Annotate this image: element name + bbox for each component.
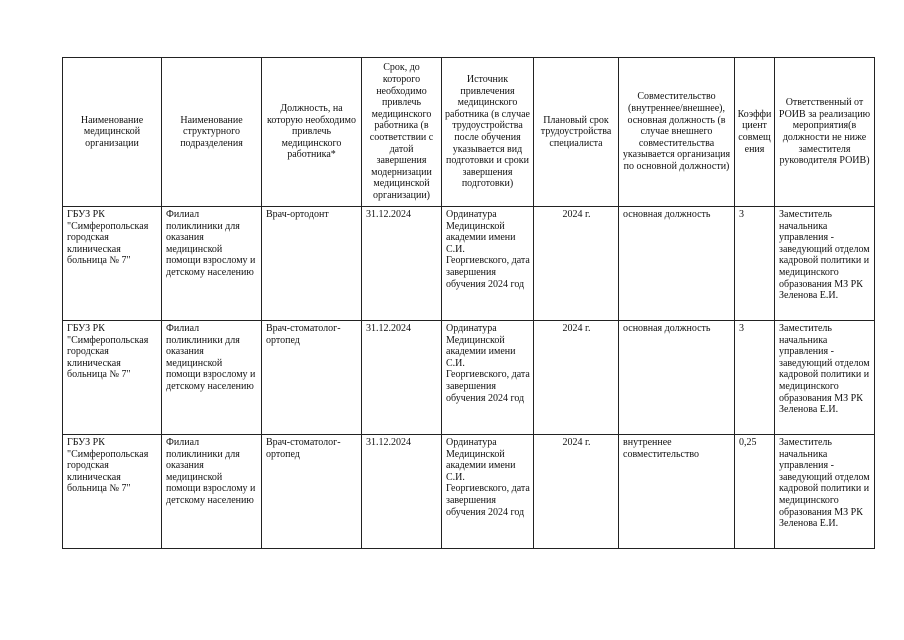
cell-planned-term: 2024 г.	[534, 321, 619, 435]
cell-responsible: Заместитель начальника управления - заведующий отделом кадровой политики и медицинского образования МЗ РК Зеленова Е.И.	[775, 321, 875, 435]
cell-planned-term: 2024 г.	[534, 207, 619, 321]
cell-responsible: Заместитель начальника управления - заведующий отделом кадровой политики и медицинского образования МЗ РК Зеленова Е.И.	[775, 435, 875, 549]
cell-organization: ГБУЗ РК "Симферопольская городская клиническая больница № 7"	[63, 207, 162, 321]
header-department: Наименование структурного подразделения	[162, 58, 262, 207]
cell-deadline: 31.12.2024	[362, 321, 442, 435]
header-coefficient: Коэффициент совмещения	[735, 58, 775, 207]
cell-organization: ГБУЗ РК "Симферопольская городская клиническая больница № 7"	[63, 435, 162, 549]
table-header-row	[63, 58, 875, 207]
cell-department: Филиал поликлиники для оказания медицинской помощи взрослому и детскому населению	[162, 207, 262, 321]
header-deadline: Срок, до которого необходимо привлечь медицинского работника (в соответствии с датой завершения модернизации медицинской организации)	[362, 58, 442, 207]
document-page	[62, 57, 874, 549]
cell-position: Врач-стоматолог-ортопед	[262, 435, 362, 549]
cell-source: Ординатура Медицинской академии имени С.И. Георгиевского, дата завершения обучения 2024 год	[442, 321, 534, 435]
cell-deadline: 31.12.2024	[362, 435, 442, 549]
staffing-plan-table	[62, 57, 875, 549]
header-combination: Совместительство (внутреннее/внешнее), основная должность (в случае внешнего совместительства указывается организация по основной должности)	[619, 58, 735, 207]
cell-combination: внутреннее совместительство	[619, 435, 735, 549]
cell-department: Филиал поликлиники для оказания медицинской помощи взрослому и детскому населению	[162, 321, 262, 435]
header-position: Должность, на которую необходимо привлечь медицинского работника*	[262, 58, 362, 207]
cell-coefficient: 3	[735, 321, 775, 435]
cell-planned-term: 2024 г.	[534, 435, 619, 549]
table-row	[63, 321, 875, 435]
table-row	[63, 207, 875, 321]
cell-combination: основная должность	[619, 207, 735, 321]
cell-responsible: Заместитель начальника управления - заведующий отделом кадровой политики и медицинского образования МЗ РК Зеленова Е.И.	[775, 207, 875, 321]
header-organization: Наименование медицинской организации	[63, 58, 162, 207]
header-planned-term: Плановый срок трудоустройства специалиста	[534, 58, 619, 207]
header-responsible: Ответственный от РОИВ за реализацию мероприятия(в должности не ниже заместителя руководителя РОИВ)	[775, 58, 875, 207]
cell-department: Филиал поликлиники для оказания медицинской помощи взрослому и детскому населению	[162, 435, 262, 549]
cell-source: Ординатура Медицинской академии имени С.И. Георгиевского, дата завершения обучения 2024 год	[442, 435, 534, 549]
cell-coefficient: 0,25	[735, 435, 775, 549]
cell-position: Врач-стоматолог-ортопед	[262, 321, 362, 435]
cell-organization: ГБУЗ РК "Симферопольская городская клиническая больница № 7"	[63, 321, 162, 435]
table-row	[63, 435, 875, 549]
cell-coefficient: 3	[735, 207, 775, 321]
cell-position: Врач-ортодонт	[262, 207, 362, 321]
header-source: Источник привлечения медицинского работника (в случае трудоустройства после обучения указывается вид подготовки и сроки завершения подготовки)	[442, 58, 534, 207]
cell-deadline: 31.12.2024	[362, 207, 442, 321]
cell-combination: основная должность	[619, 321, 735, 435]
cell-source: Ординатура Медицинской академии имени С.И. Георгиевского, дата завершения обучения 2024 год	[442, 207, 534, 321]
